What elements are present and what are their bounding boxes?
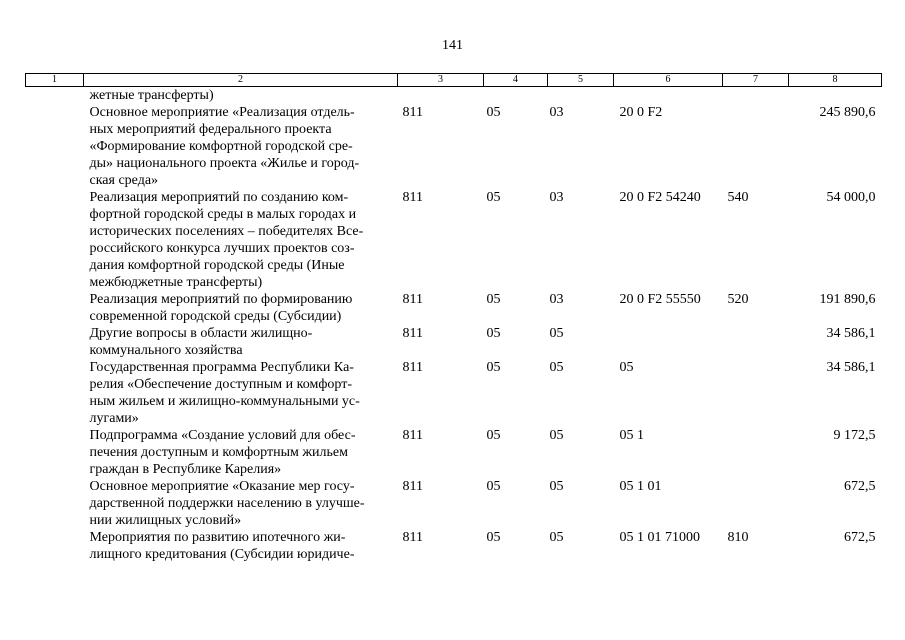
target-article-cell: 05 bbox=[619, 360, 634, 375]
item-name-line: «Формирование комфортной городской сре- bbox=[89, 139, 353, 154]
item-name-line: релия «Обеспечение доступным и комфорт- bbox=[89, 377, 352, 392]
table-row bbox=[26, 291, 882, 325]
target-article-cell: 20 0 F2 bbox=[619, 105, 663, 120]
subsection-code-cell: 05 bbox=[549, 326, 564, 341]
subsection-code-cell: 05 bbox=[549, 428, 564, 443]
department-code-cell: 811 bbox=[402, 479, 423, 494]
amount-cell: 34 586,1 bbox=[826, 326, 876, 341]
row-number-cell bbox=[26, 87, 84, 105]
table-row bbox=[26, 87, 882, 105]
section-code-cell: 05 bbox=[486, 479, 501, 494]
column-header: 8 bbox=[789, 74, 882, 87]
department-code-cell: 811 bbox=[402, 326, 423, 341]
item-name-cell bbox=[84, 104, 398, 189]
expense-type-cell bbox=[723, 359, 789, 427]
row-number-cell bbox=[26, 291, 84, 325]
item-name-cell bbox=[84, 427, 398, 478]
item-name-line: Мероприятия по развитию ипотечного жи- bbox=[89, 530, 346, 545]
item-name-line: ных мероприятий федерального проекта bbox=[89, 122, 332, 137]
amount-cell: 9 172,5 bbox=[833, 428, 876, 443]
column-header: 3 bbox=[398, 74, 484, 87]
subsection-code-cell: 05 bbox=[549, 479, 564, 494]
target-article-cell: 20 0 F2 54240 bbox=[619, 190, 701, 205]
department-code-cell: 811 bbox=[402, 360, 423, 375]
table-body bbox=[26, 87, 882, 564]
item-name-line: Основное мероприятие «Оказание мер госу- bbox=[89, 479, 355, 494]
target-article-cell: 05 1 bbox=[619, 428, 644, 443]
table-row bbox=[26, 325, 882, 359]
amount-cell: 34 586,1 bbox=[826, 360, 876, 375]
target-article-cell: 05 1 01 71000 bbox=[619, 530, 700, 545]
item-name-line: исторических поселениях – победителях Все- bbox=[89, 224, 364, 239]
column-header: 7 bbox=[723, 74, 789, 87]
item-name-line: лугами» bbox=[89, 411, 139, 426]
target-article-cell: 05 1 01 bbox=[619, 479, 662, 494]
item-name-line: Подпрограмма «Создание условий для обес- bbox=[89, 428, 356, 443]
item-name-cell bbox=[84, 87, 398, 105]
table-row bbox=[26, 189, 882, 291]
department-code-cell bbox=[398, 87, 484, 105]
expense-type-cell bbox=[723, 87, 789, 105]
item-name-line: ды» национального проекта «Жилье и город- bbox=[89, 156, 360, 171]
section-code-cell bbox=[484, 87, 548, 105]
item-name-line: Основное мероприятие «Реализация отдель- bbox=[89, 105, 355, 120]
item-name-line: фортной городской среды в малых городах и bbox=[89, 207, 357, 222]
item-name-line: Государственная программа Республики Ка- bbox=[89, 360, 354, 375]
column-header: 5 bbox=[548, 74, 614, 87]
department-code-cell: 811 bbox=[402, 530, 423, 545]
item-name-line: ным жильем и жилищно-коммунальными ус- bbox=[89, 394, 360, 409]
department-code-cell: 811 bbox=[402, 428, 423, 443]
department-code-cell: 811 bbox=[402, 190, 423, 205]
row-number-cell bbox=[26, 104, 84, 189]
subsection-code-cell: 05 bbox=[549, 360, 564, 375]
expense-type-cell: 540 bbox=[727, 190, 749, 205]
section-code-cell: 05 bbox=[486, 360, 501, 375]
expense-type-cell: 520 bbox=[727, 292, 749, 307]
budget-table bbox=[25, 73, 882, 563]
section-code-cell: 05 bbox=[486, 326, 501, 341]
row-number-cell bbox=[26, 189, 84, 291]
column-header: 6 bbox=[614, 74, 723, 87]
subsection-code-cell: 03 bbox=[549, 105, 564, 120]
row-number-cell bbox=[26, 359, 84, 427]
section-code-cell: 05 bbox=[486, 292, 501, 307]
row-number-cell bbox=[26, 325, 84, 359]
item-name-line: дарственной поддержки населению в улучше- bbox=[89, 496, 365, 511]
item-name-line: Другие вопросы в области жилищно- bbox=[89, 326, 313, 341]
item-name-line: коммунального хозяйства bbox=[89, 343, 243, 358]
item-name-cell bbox=[84, 325, 398, 359]
table-row bbox=[26, 478, 882, 529]
table-row bbox=[26, 359, 882, 427]
column-header: 2 bbox=[84, 74, 398, 87]
item-name-cell bbox=[84, 359, 398, 427]
section-code-cell: 05 bbox=[486, 105, 501, 120]
item-name-line: современной городской среды (Субсидии) bbox=[89, 309, 342, 324]
row-number-cell bbox=[26, 427, 84, 478]
expense-type-cell bbox=[723, 104, 789, 189]
item-name-line: Реализация мероприятий по формированию bbox=[89, 292, 353, 307]
amount-cell: 54 000,0 bbox=[826, 190, 876, 205]
item-name-line: межбюджетные трансферты) bbox=[89, 275, 263, 290]
section-code-cell: 05 bbox=[486, 530, 501, 545]
item-name-line: жетные трансферты) bbox=[89, 88, 214, 103]
expense-type-cell bbox=[723, 478, 789, 529]
expense-type-cell: 810 bbox=[727, 530, 749, 545]
row-number-cell bbox=[26, 529, 84, 563]
item-name-cell bbox=[84, 189, 398, 291]
amount-cell: 191 890,6 bbox=[819, 292, 876, 307]
amount-cell: 672,5 bbox=[844, 530, 876, 545]
amount-cell: 245 890,6 bbox=[819, 105, 876, 120]
expense-type-cell bbox=[723, 427, 789, 478]
amount-cell: 672,5 bbox=[844, 479, 876, 494]
table-row bbox=[26, 529, 882, 563]
item-name-line: дания комфортной городской среды (Иные bbox=[89, 258, 345, 273]
subsection-code-cell: 03 bbox=[549, 190, 564, 205]
header-row bbox=[26, 74, 882, 87]
item-name-line: печения доступным и комфортным жильем bbox=[89, 445, 348, 460]
section-code-cell: 05 bbox=[486, 190, 501, 205]
item-name-cell bbox=[84, 478, 398, 529]
subsection-code-cell: 03 bbox=[549, 292, 564, 307]
item-name-cell bbox=[84, 529, 398, 563]
subsection-code-cell bbox=[548, 87, 614, 105]
department-code-cell: 811 bbox=[402, 105, 423, 120]
page-number: 141 bbox=[442, 38, 463, 53]
item-name-line: граждан в Республике Карелия» bbox=[89, 462, 282, 477]
section-code-cell: 05 bbox=[486, 428, 501, 443]
item-name-line: нии жилищных условий» bbox=[89, 513, 242, 528]
item-name-line: лищного кредитования (Субсидии юридиче- bbox=[89, 547, 355, 562]
target-article-cell bbox=[614, 87, 723, 105]
target-article-cell: 20 0 F2 55550 bbox=[619, 292, 701, 307]
item-name-line: российского конкурса лучших проектов соз- bbox=[89, 241, 355, 256]
table-row bbox=[26, 427, 882, 478]
expense-type-cell bbox=[723, 325, 789, 359]
target-article-cell bbox=[614, 325, 723, 359]
department-code-cell: 811 bbox=[402, 292, 423, 307]
table-row bbox=[26, 104, 882, 189]
row-number-cell bbox=[26, 478, 84, 529]
column-header: 4 bbox=[484, 74, 548, 87]
subsection-code-cell: 05 bbox=[549, 530, 564, 545]
item-name-line: ская среда» bbox=[89, 173, 159, 188]
item-name-line: Реализация мероприятий по созданию ком- bbox=[89, 190, 349, 205]
amount-cell bbox=[789, 87, 882, 105]
column-header: 1 bbox=[26, 74, 84, 87]
item-name-cell bbox=[84, 291, 398, 325]
